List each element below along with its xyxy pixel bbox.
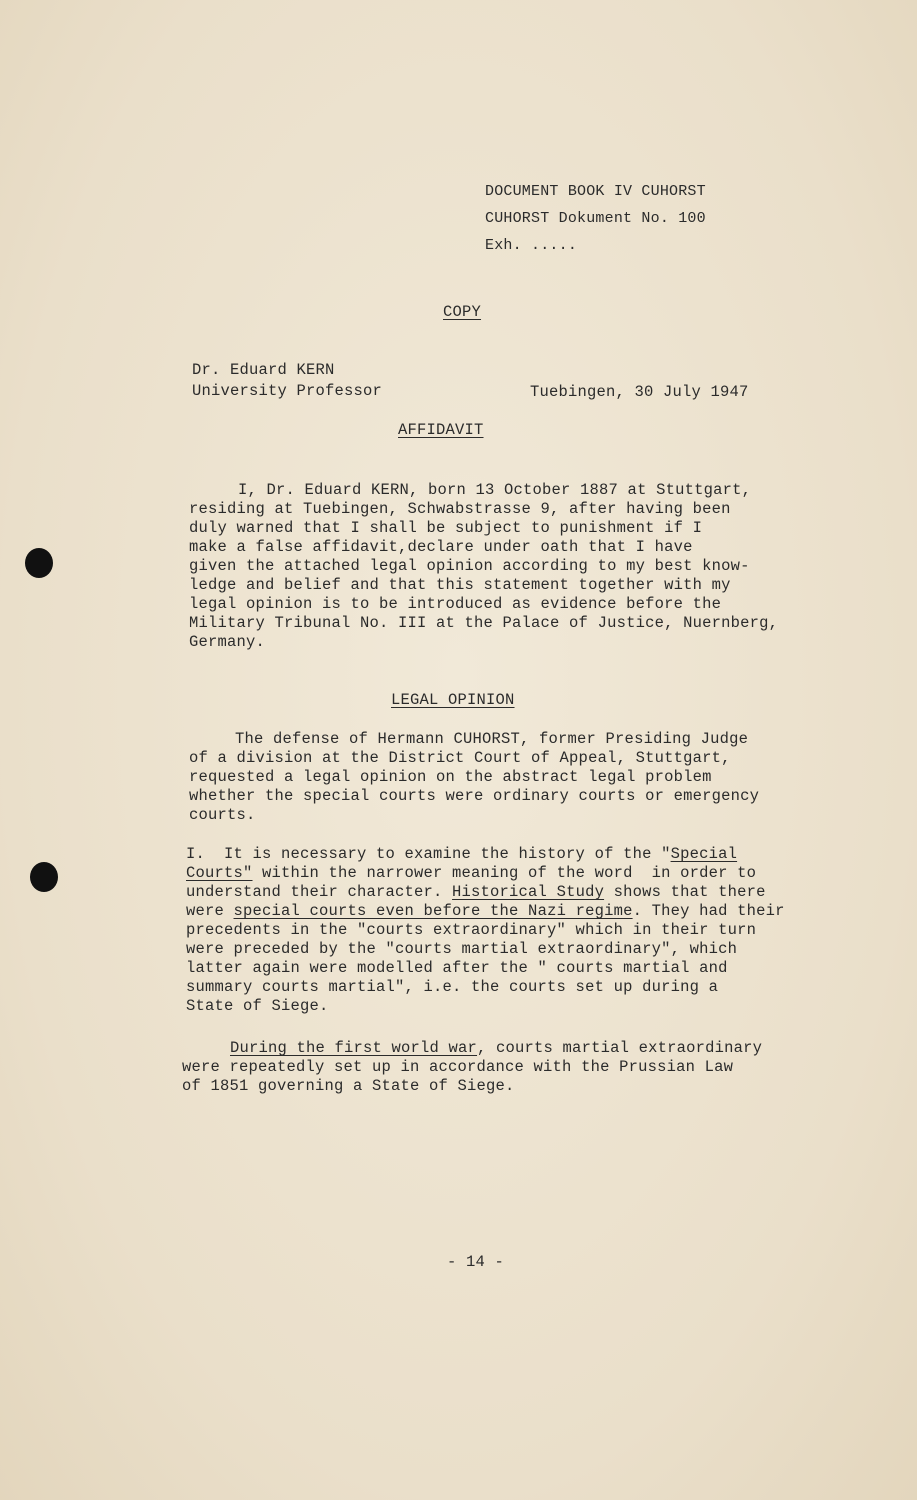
section-one-line: understand their character. Historical Study shows that there: [186, 883, 766, 901]
intro-line: courts.: [189, 806, 256, 824]
section-one-line: I. It is necessary to examine the history of the "Special: [186, 845, 738, 863]
affidavit-line: I, Dr. Eduard KERN, born 13 October 1887 at Stuttgart,: [238, 481, 752, 499]
section-one-line: latter again were modelled after the " courts martial and: [186, 959, 728, 977]
affidavit-line: make a false affidavit,declare under oath that I have: [189, 538, 693, 556]
author-title: University Professor: [192, 382, 383, 400]
copy-label: COPY: [443, 303, 482, 321]
section-one-line: were preceded by the "courts martial extraordinary", which: [186, 940, 738, 958]
legal-opinion-heading: LEGAL OPINION: [391, 691, 515, 709]
author-name: Dr. Eduard KERN: [192, 361, 335, 379]
section-one-line: State of Siege.: [186, 997, 329, 1015]
affidavit-line: given the attached legal opinion according to my best know-: [189, 557, 750, 575]
header-book: DOCUMENT BOOK IV CUHORST: [485, 183, 706, 200]
section-one-line: were special courts even before the Nazi regime. They had their: [186, 902, 785, 920]
intro-line: requested a legal opinion on the abstract legal problem: [189, 768, 712, 786]
section-two-line: were repeatedly set up in accordance with the Prussian Law: [182, 1058, 734, 1076]
intro-line: of a division at the District Court of Appeal, Stuttgart,: [189, 749, 731, 767]
affidavit-line: Germany.: [189, 633, 266, 651]
place-date: Tuebingen, 30 July 1947: [530, 383, 749, 401]
section-two-line: During the first world war, courts martial extraordinary: [230, 1039, 763, 1057]
punch-hole-top: [25, 548, 53, 578]
affidavit-line: duly warned that I shall be subject to punishment if I: [189, 519, 703, 537]
affidavit-line: legal opinion is to be introduced as evidence before the: [189, 595, 722, 613]
section-one-line: summary courts martial", i.e. the courts set up during a: [186, 978, 719, 996]
affidavit-line: residing at Tuebingen, Schwabstrasse 9, after having been: [189, 500, 731, 518]
section-one-line: Courts" within the narrower meaning of the word in order to: [186, 864, 757, 882]
section-one-line: precedents in the "courts extraordinary" which in their turn: [186, 921, 757, 939]
affidavit-line: Military Tribunal No. III at the Palace of Justice, Nuernberg,: [189, 614, 779, 632]
page-number: - 14 -: [447, 1253, 505, 1271]
header-exhibit: Exh. .....: [485, 237, 578, 254]
intro-line: whether the special courts were ordinary courts or emergency: [189, 787, 760, 805]
punch-hole-bottom: [30, 862, 58, 892]
affidavit-heading: AFFIDAVIT: [398, 421, 484, 439]
intro-line: The defense of Hermann CUHORST, former Presiding Judge: [235, 730, 749, 748]
header-document-no: CUHORST Dokument No. 100: [485, 210, 706, 227]
section-two-line: of 1851 governing a State of Siege.: [182, 1077, 515, 1095]
affidavit-line: ledge and belief and that this statement together with my: [189, 576, 731, 594]
